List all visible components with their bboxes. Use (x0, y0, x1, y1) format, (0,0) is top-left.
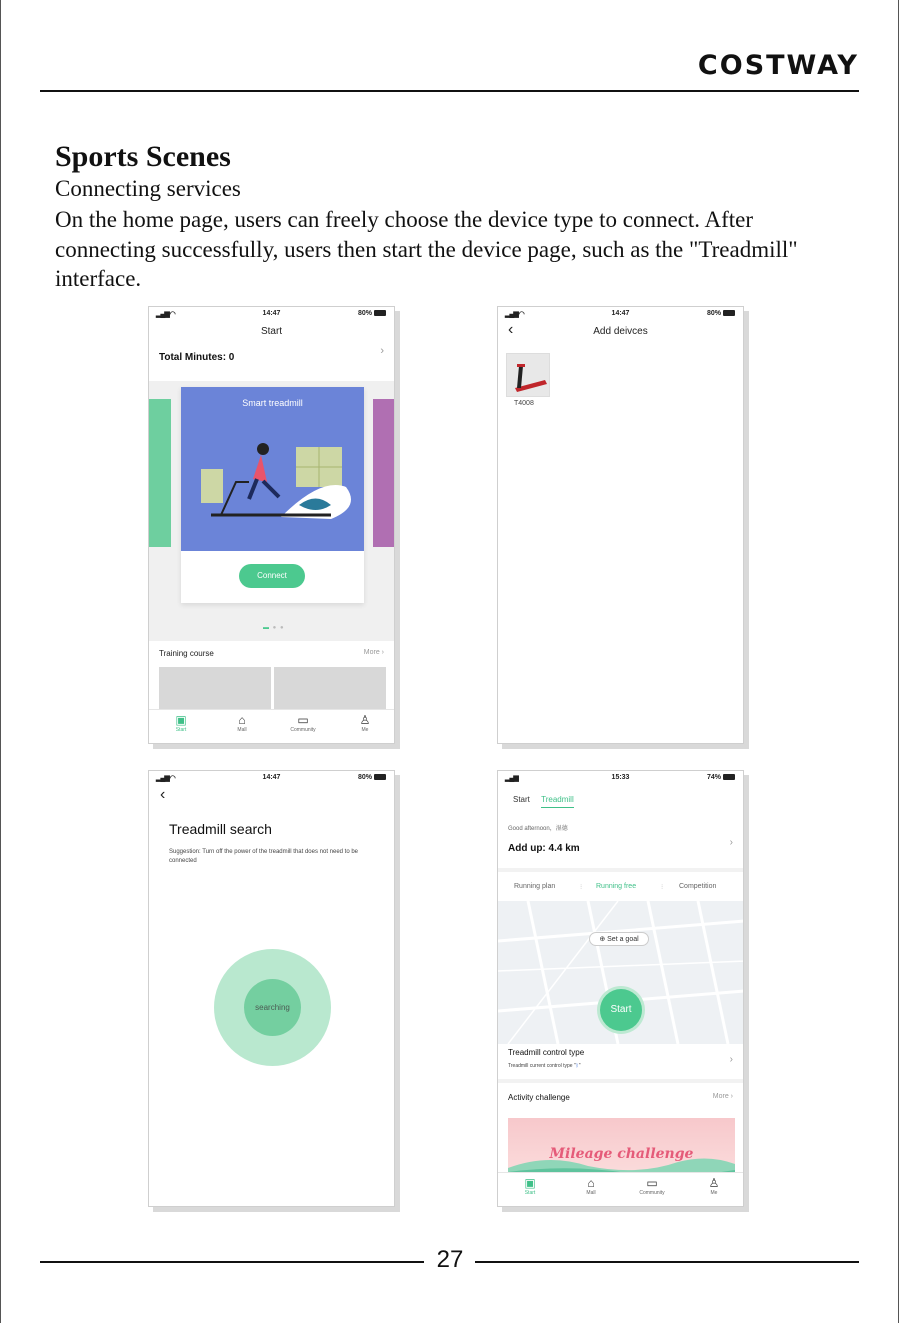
carousel-card-next[interactable] (373, 399, 394, 547)
battery-level: 80% (357, 774, 372, 781)
tab-start[interactable] (510, 1176, 550, 1196)
mode-running-free[interactable]: Running free (596, 883, 637, 890)
tab-label: Mall (586, 1190, 596, 1196)
searching-indicator: searching (244, 979, 301, 1036)
total-minutes[interactable]: Total Minutes: 0 (159, 352, 235, 363)
bag-icon: ⌂ (587, 1176, 595, 1190)
battery-level: 80% (706, 310, 721, 317)
treadmill-device-image[interactable] (506, 353, 550, 397)
chevron-right-icon[interactable]: › (729, 1054, 733, 1065)
battery-level: 80% (357, 310, 372, 317)
mode-separator: ⁝ (661, 884, 664, 891)
screenshot-start (148, 306, 395, 744)
battery-level: 74% (706, 774, 721, 781)
control-type-subtitle (508, 1063, 581, 1069)
target-icon: ⊕ (599, 936, 606, 943)
person-icon: ♙ (708, 1176, 720, 1190)
status-bar (498, 771, 743, 785)
signal-icon: ▂▄▆ ︎◠ (156, 311, 175, 318)
set-goal-button[interactable] (589, 932, 649, 946)
tab-community[interactable] (283, 713, 323, 733)
tab-label: Mall (237, 727, 247, 733)
screen-title: Start (260, 326, 283, 337)
signal-icon: ▂▄▆ ◠ (505, 311, 524, 318)
monitor-icon: ▭ (297, 713, 309, 727)
carousel-card-prev[interactable] (149, 399, 171, 547)
course-thumbnail[interactable] (159, 667, 271, 715)
treadmill-illustration (181, 387, 364, 551)
status-time: 15:33 (611, 774, 630, 781)
suggestion-text: Suggestion: Turn off the power of the treadmill that does not need to be connected (169, 849, 359, 864)
tab-treadmill[interactable]: Treadmill (541, 795, 574, 808)
tab-label: Start (175, 727, 187, 733)
screen-title: Add deivces (593, 326, 648, 337)
set-goal-label: Set a goal (607, 936, 639, 943)
course-thumbnail[interactable] (274, 667, 386, 715)
start-button[interactable]: Start (600, 989, 642, 1031)
tab-mall[interactable] (222, 713, 262, 733)
chevron-right-icon[interactable]: › (380, 345, 384, 357)
status-time: 14:47 (262, 774, 281, 781)
status-bar (149, 771, 394, 785)
chevron-right-icon[interactable]: › (729, 837, 733, 848)
mode-separator: ⁝ (580, 884, 583, 891)
control-type-text-end: " (578, 1063, 581, 1069)
tab-label: Me (361, 727, 369, 733)
home-icon: ▣ (524, 1176, 536, 1190)
footer-rule-left (40, 1261, 424, 1263)
footer-rule-right (475, 1261, 859, 1263)
activity-challenge-title: Activity challenge (508, 1093, 570, 1102)
connect-button[interactable]: Connect (239, 564, 305, 588)
treadmill-icon (507, 354, 551, 398)
device-card[interactable] (181, 387, 364, 603)
tab-mall[interactable] (571, 1176, 611, 1196)
status-time: 14:47 (262, 310, 281, 317)
status-time: 14:47 (611, 310, 630, 317)
page-number: 27 (436, 1246, 464, 1273)
status-bar (149, 307, 394, 321)
more-link[interactable]: More › (712, 1093, 733, 1100)
tab-bar (498, 1172, 743, 1206)
signal-icon: ▂▄▆ ◠ (156, 775, 175, 782)
screenshot-add-devices (497, 306, 744, 744)
screenshot-treadmill (497, 770, 744, 1207)
brand-logo: COSTWAY (697, 50, 859, 81)
signal-icon: ▂▄▆ (505, 775, 518, 782)
divider (498, 868, 743, 872)
top-tabs (513, 795, 574, 804)
tab-me[interactable] (694, 1176, 734, 1196)
tab-start[interactable] (161, 713, 201, 733)
map-view[interactable] (498, 901, 743, 1044)
device-label: T4008 (514, 400, 534, 407)
tab-start[interactable]: Start (513, 795, 530, 804)
tab-label: Community (290, 727, 316, 733)
tab-me[interactable] (345, 713, 385, 733)
back-arrow-icon[interactable]: ‹ (508, 321, 514, 338)
tab-community[interactable] (632, 1176, 672, 1196)
section-title: Sports Scenes (55, 140, 231, 173)
control-type-title[interactable]: Treadmill control type (508, 1048, 585, 1057)
challenge-banner[interactable] (508, 1118, 735, 1176)
add-up-distance[interactable]: Add up: 4.4 km (508, 843, 580, 854)
tab-bar (149, 709, 394, 743)
section-subtitle: Connecting services (55, 176, 241, 201)
battery-icon (707, 310, 735, 317)
bluetooth-icon: ᛒ (575, 1063, 579, 1069)
screen-title: Treadmill search (169, 821, 272, 837)
status-bar (498, 307, 743, 321)
runner-illustration-icon (181, 387, 364, 551)
carousel-dots: ▬ ● ● (263, 625, 285, 631)
control-type-text: Treadmill current control type " (508, 1063, 576, 1069)
more-label: More (363, 649, 380, 656)
home-icon: ▣ (175, 713, 187, 727)
battery-icon (707, 774, 735, 781)
screenshot-treadmill-search (148, 770, 395, 1207)
more-link[interactable]: More › (363, 649, 384, 656)
bag-icon: ⌂ (238, 713, 246, 727)
training-course-title: Training course (159, 649, 214, 658)
header-rule (40, 90, 859, 92)
person-icon: ♙ (359, 713, 371, 727)
banner-text: Mileage challenge (549, 1146, 694, 1162)
battery-icon (358, 774, 386, 781)
section-body: On the home page, users can freely choose the device type to connect. After connecting successfully, users then start the device page, such as the "Treadmill" interface. (55, 207, 798, 291)
divider (498, 1079, 743, 1083)
card-title: Smart treadmill (242, 398, 303, 408)
mode-running-plan[interactable]: Running plan (514, 883, 556, 890)
tab-label: Me (710, 1190, 718, 1196)
battery-icon (358, 310, 386, 317)
monitor-icon: ▭ (646, 1176, 658, 1190)
mode-competition[interactable]: Competition (679, 883, 717, 890)
tab-label: Community (639, 1190, 665, 1196)
back-arrow-icon[interactable]: ‹ (160, 786, 166, 803)
more-label: More (712, 1093, 729, 1100)
tab-label: Start (524, 1190, 536, 1196)
greeting: Good afternoon，湿德 (508, 826, 568, 832)
search-radar (214, 949, 331, 1066)
